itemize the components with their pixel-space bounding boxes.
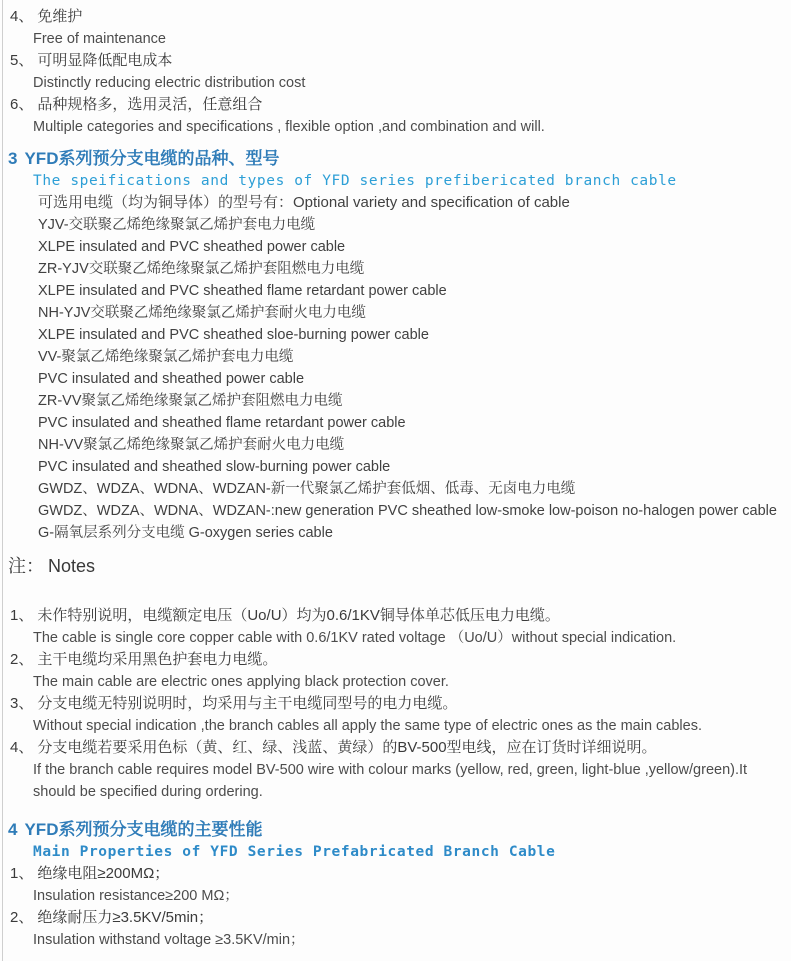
cable-type-line: GWDZ、WDZA、WDNA、WDZAN-:new generation PVC sheathed low-smoke low-poison no-halogen power cable [38, 503, 777, 519]
notes-heading [0, 553, 791, 579]
feature-number: 6、 [10, 96, 34, 113]
note-zh-text: 分支电缆若要采用色标（黄、红、绿、浅蓝、黄绿）的BV-500型电线，应在订货时详细说明。 [37, 739, 657, 756]
cable-type-line: ZR-YJV交联聚乙烯绝缘聚氯乙烯护套阻燃电力电缆 [38, 261, 365, 277]
cable-type-line: PVC insulated and sheathed power cable [38, 371, 305, 387]
property-zh [0, 907, 791, 929]
section-number: 3 [8, 149, 18, 168]
note-zh [0, 605, 791, 627]
cable-list-intro: 可选用电缆（均为铜导体）的型号有：Optional variety and specification of cable [38, 194, 570, 211]
property-zh-text: 绝缘耐压力≥3.5KV/5min； [37, 909, 214, 926]
section-3-cable-types [0, 148, 791, 544]
cable-type-line: NH-VV聚氯乙烯绝缘聚氯乙烯护套耐火电力电缆 [38, 437, 345, 453]
property-item [0, 863, 791, 907]
property-en: Insulation resistance≥200 MΩ； [33, 888, 239, 904]
note-zh [0, 649, 791, 671]
feature-zh [0, 6, 791, 28]
note-item [0, 693, 791, 737]
property-number: 2、 [10, 909, 34, 926]
note-number: 2、 [10, 651, 34, 668]
note-zh-text: 未作特别说明，电缆额定电压（Uo/U）均为0.6/1KV铜导体单芯低压电力电缆。 [37, 607, 560, 624]
property-en: Insulation withstand voltage ≥3.5KV/min； [33, 932, 305, 948]
feature-zh-text: 可明显降低配电成本 [37, 52, 173, 69]
feature-list [0, 6, 791, 138]
feature-item [0, 94, 791, 138]
feature-en: Distinctly reducing electric distribution cost [33, 75, 306, 91]
feature-item [0, 6, 791, 50]
note-en: The main cable are electric ones applying black protection cover. [33, 674, 449, 690]
property-item [0, 907, 791, 951]
note-number: 3、 [10, 695, 34, 712]
feature-en: Multiple categories and specifications , flexible option ,and combination and will. [33, 119, 545, 135]
note-zh-text: 分支电缆无特别说明时，均采用与主干电缆同型号的电力电缆。 [37, 695, 458, 712]
feature-zh-text: 品种规格多，选用灵活，任意组合 [37, 96, 263, 113]
section-3-title-zh [0, 148, 791, 170]
feature-zh [0, 94, 791, 116]
feature-number: 4、 [10, 8, 34, 25]
feature-item [0, 50, 791, 94]
section-3-title-en: The speifications and types of YFD series prefibericated branch cable [33, 173, 677, 189]
cable-type-line: GWDZ、WDZA、WDNA、WDZAN-新一代聚氯乙烯护套低烟、低毒、无卤电力电缆 [38, 481, 576, 497]
cable-type-line: VV-聚氯乙烯绝缘聚氯乙烯护套电力电缆 [38, 349, 294, 365]
note-en: The cable is single core copper cable with 0.6/1KV rated voltage （Uo/U）without special indication. [33, 630, 677, 646]
cable-type-line: ZR-VV聚氯乙烯绝缘聚氯乙烯护套阻燃电力电缆 [38, 393, 343, 409]
note-number: 1、 [10, 607, 34, 624]
section-title-text: YFD系列预分支电缆的品种、型号 [24, 149, 280, 168]
cable-type-list [0, 192, 791, 544]
cable-type-line: NH-YJV交联聚乙烯绝缘聚氯乙烯护套耐火电力电缆 [38, 305, 366, 321]
cable-type-line: G-隔氧层系列分支电缆 G-oxygen series cable [38, 525, 333, 541]
notes-heading-en: Notes [48, 556, 96, 576]
cable-type-line: YJV-交联聚乙烯绝缘聚氯乙烯护套电力电缆 [38, 217, 316, 233]
feature-zh-text: 免维护 [37, 8, 83, 25]
section-title-text: YFD系列预分支电缆的主要性能 [24, 820, 263, 839]
cable-type-line: XLPE insulated and PVC sheathed flame retardant power cable [38, 283, 447, 299]
notes-heading-zh: 注： [8, 556, 44, 576]
property-zh [0, 863, 791, 885]
note-zh [0, 693, 791, 715]
feature-zh [0, 50, 791, 72]
section-4-title-zh [0, 819, 791, 841]
section-number: 4 [8, 820, 18, 839]
property-number: 1、 [10, 865, 34, 882]
note-item [0, 737, 791, 803]
feature-en: Free of maintenance [33, 31, 166, 47]
note-en: If the branch cable requires model BV-500 wire with colour marks (yellow, red, green, light-blue ,yellow/green).It should be specified during ordering. [33, 762, 748, 800]
page-edge-line [2, 0, 3, 961]
section-4-main-properties [0, 819, 791, 951]
cable-type-line: PVC insulated and sheathed slow-burning power cable [38, 459, 391, 475]
note-zh [0, 737, 791, 759]
cable-type-line: PVC insulated and sheathed flame retardant power cable [38, 415, 406, 431]
cable-type-line: XLPE insulated and PVC sheathed power cable [38, 239, 346, 255]
note-item [0, 605, 791, 649]
feature-number: 5、 [10, 52, 34, 69]
property-zh-text: 绝缘电阻≥200MΩ； [37, 865, 170, 882]
cable-type-line: XLPE insulated and PVC sheathed sloe-burning power cable [38, 327, 429, 343]
notes-list [0, 605, 791, 803]
note-item [0, 649, 791, 693]
note-zh-text: 主干电缆均采用黑色护套电力电缆。 [37, 651, 278, 668]
note-en: Without special indication ,the branch cables all apply the same type of electric ones as the main cables. [33, 718, 702, 734]
section-4-title-en: Main Properties of YFD Series Prefabricated Branch Cable [33, 844, 556, 860]
note-number: 4、 [10, 739, 34, 756]
